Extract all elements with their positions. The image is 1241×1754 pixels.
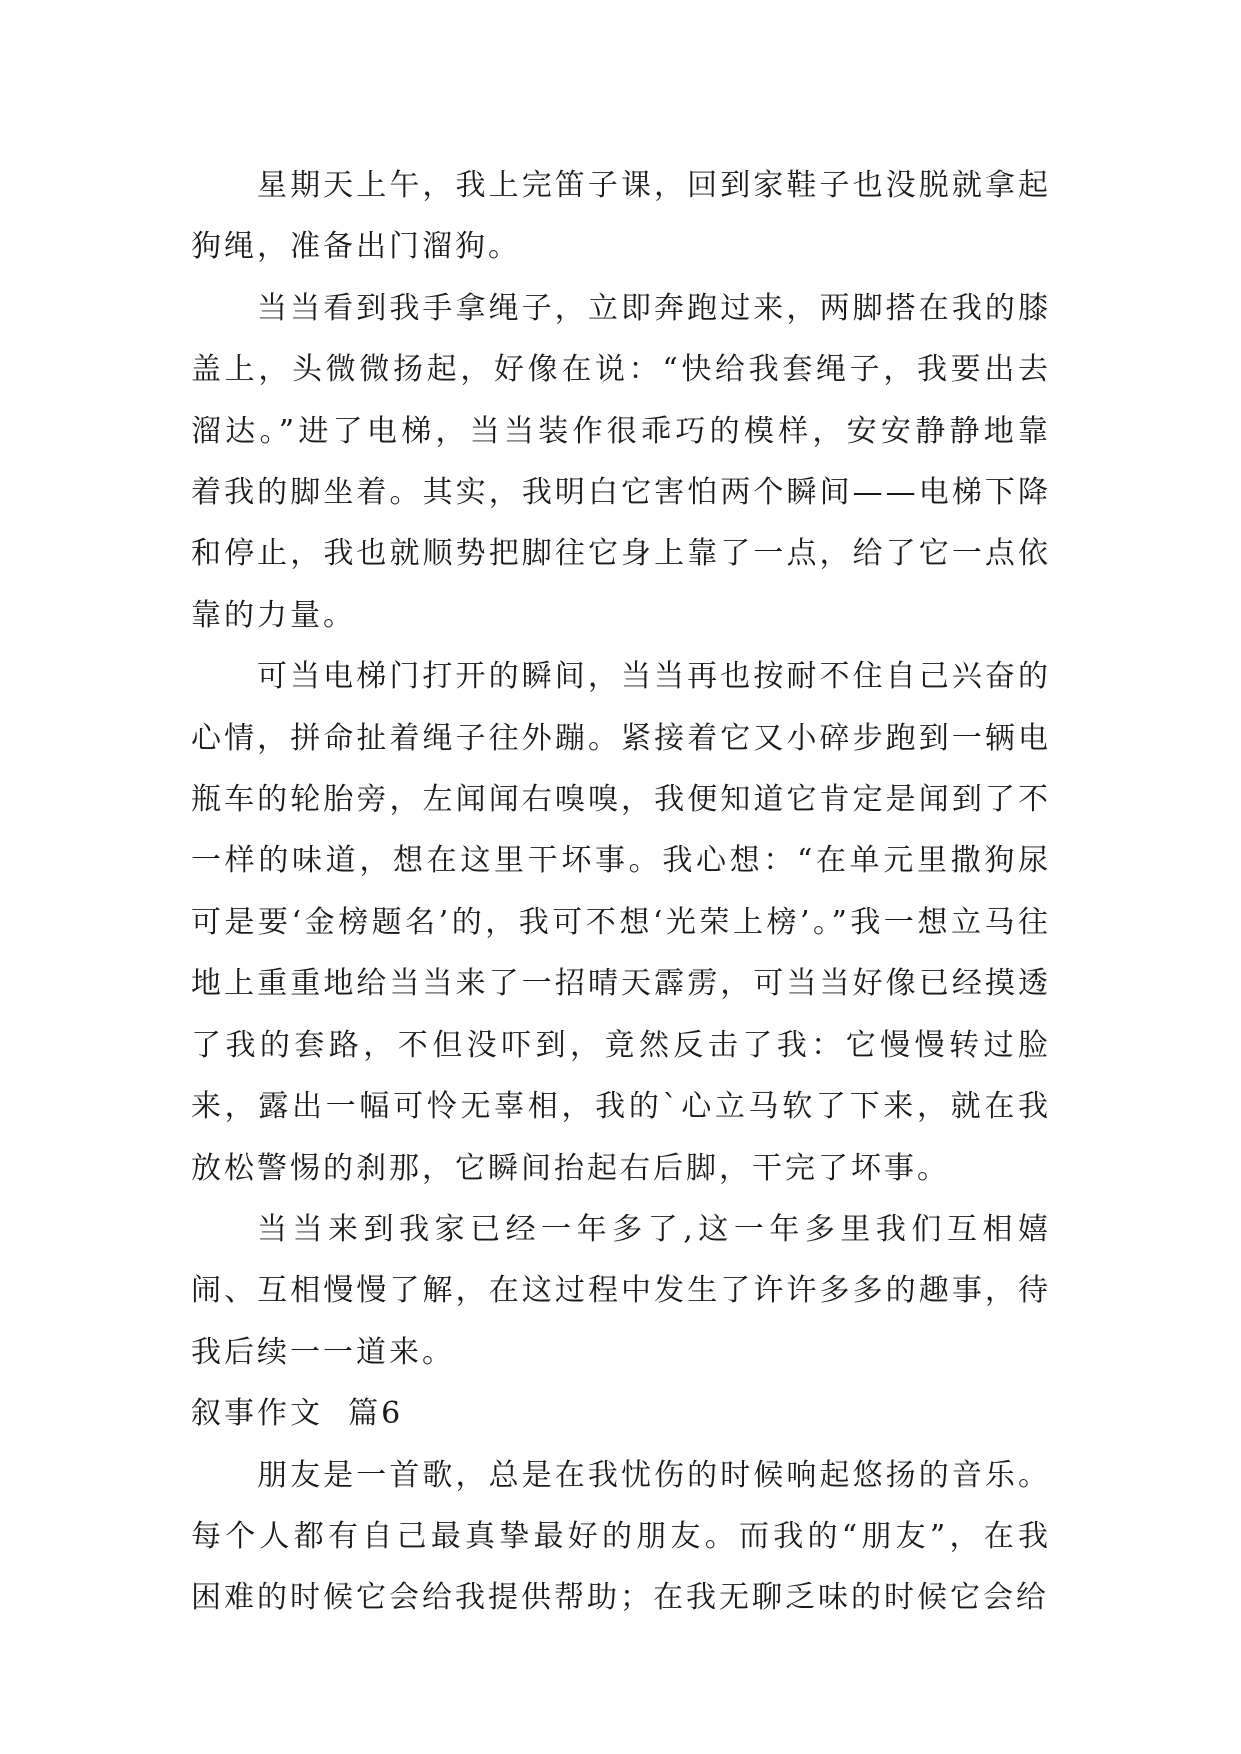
paragraph: 朋友是一首歌，总是在我忧伤的时候响起悠扬的音乐。每个人都有自己最真挚最好的朋友。而我的“朋友”，在我困难的时候它会给我提供帮助；在我无聊乏味的时候它会给 <box>191 1457 1051 1616</box>
section-heading: 叙事作文 篇6 <box>191 1396 404 1432</box>
paragraph: 当当看到我手拿绳子，立即奔跑过来，两脚搭在我的膝盖上，头微微扬起，好像在说：“快给我套绳子，我要出去溜达。”进了电梯，当当装作很乖巧的模样，安安静静地靠着我的脚坐着。其实，我明白它害怕两个瞬间——电梯下降和停止，我也就顺势把脚往它身上靠了一点，给了它一点依靠的力量。 <box>191 290 1051 633</box>
paragraph: 星期天上午，我上完笛子课，回到家鞋子也没脱就拿起狗绳，准备出门溜狗。 <box>191 168 1051 265</box>
paragraph: 当当来到我家已经一年多了,这一年多里我们互相嬉闹、互相慢慢了解，在这过程中发生了许许多多的趣事，待我后续一一道来。 <box>191 1211 1051 1370</box>
document-body <box>191 155 1051 1629</box>
paragraph: 可当电梯门打开的瞬间，当当再也按耐不住自己兴奋的心情，拼命扯着绳子往外蹦。紧接着它又小碎步跑到一辆电瓶车的轮胎旁，左闻闻右嗅嗅，我便知道它肯定是闻到了不一样的味道，想在这里干坏事。我心想：“在单元里撒狗尿可是要‘金榜题名’的，我可不想‘光荣上榜’。”我一想立马往地上重重地给当当来了一招晴天霹雳，可当当好像已经摸透了我的套路，不但没吓到，竟然反击了我：它慢慢转过脸来，露出一幅可怜无辜相，我的`心立马软了下来，就在我放松警惕的刹那，它瞬间抬起右后脚，干完了坏事。 <box>191 659 1051 1186</box>
